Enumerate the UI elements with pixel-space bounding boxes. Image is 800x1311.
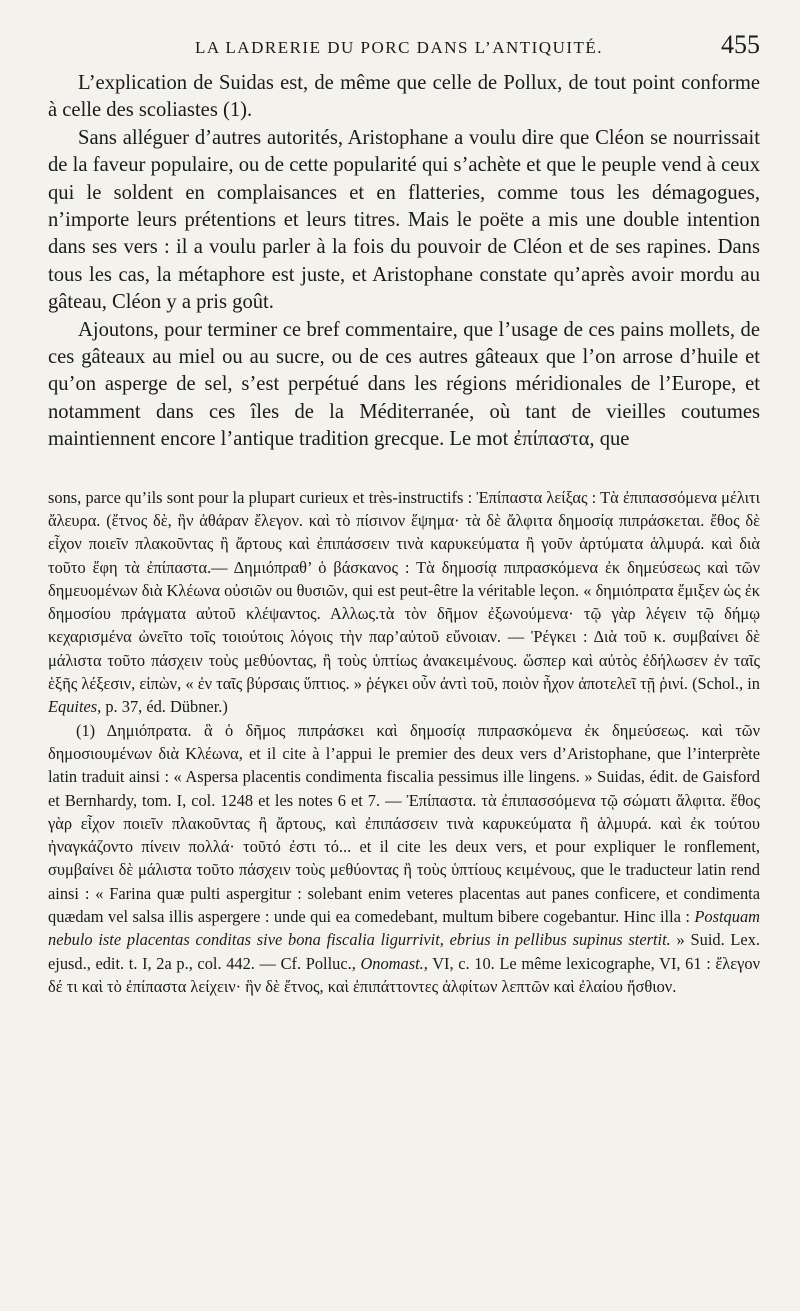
paragraph-1: L’explication de Suidas est, de même que celle de Pollux, de tout point conforme à celle des scoliastes (1). (48, 72, 760, 122)
footnote-1 (48, 719, 760, 999)
page-number: 455 (721, 30, 760, 59)
scholia-reference-title: Equites, (48, 697, 102, 717)
footnote-1-latin-quote: Postquam nebulo iste placentas conditas sive bona fiscalia ligurrivit, ebrius in pellibus supinus stertit. (48, 907, 760, 950)
paragraph-2: Sans alléguer d’autres autorités, Aristophane a voulu dire que Cléon se nourrissait de la faveur populaire, ou de cette popularité qui s’achète et que le peuple vend à ceux qui le soldent en complaisances et en flatteries, comme tous les démagogues, n’importe leurs prétentions et leurs titres. Mais le poëte a mis une double intention dans ses vers : il a voulu parler à la fois du pouvoir de Cléon et de ses rapines. Dans tous les cas, la métaphore est juste, et Aristophane constate qu’après avoir mordu au gâteau, Cléon y a pris goût. (48, 126, 760, 314)
footnote-continuation-text: sons, parce qu’ils sont pour la plupart curieux et très-instructifs : Ἐπίπαστα λείξας : Τὰ ἐπιπασσόμενα μέλιτι ἄλευρα. (ἔτνος δὲ, ἣν ἀθάραν ἔλεγον. καὶ τὸ πίσινον ἕψημα· τὰ δὲ ἄλφιτα δημοσίᾳ πιπράσκεται. ἔθος δὲ εἶχον ποιεῖν πλακοῦντας ἢ ἄρτους καὶ ἐπιπάσσειν τινὰ καρυκεύματα ἢ γοῦν ἀρτύματα ἁλμυρά. καὶ διὰ τοῦτο ἔφη τὰ ἐπίπαστα.— Δημιόπραθ’ ὁ βάσκανος : Τὰ δημοσίᾳ πιπρασκόμενα ἐκ δημεύσεως καὶ τῶν δημευομένων διὰ Κλέωνα οὐσιῶν ou θυσιῶν, qui est peut-être la véritable leçon. « δημιόπρατα ἔμιξεν ὡς ἐκ δημοσίου πράγματα αὐτοῦ κλέψαντος. Αλλως.τὰ τὸν δῆμον ἐξωνούμενα· τῷ γὰρ λέγειν τῷ δήμῳ κεχαρισμένα ὠνεῖτο τοῖς τοιούτοις λόγοις τὴν παρ’αὐτοῦ εὔνοιαν. — Ῥέγκει : Διὰ τοῦ κ. συμβαίνει δὲ μάλιστα τοῦτο πάσχειν τοὺς μεθύοντας, ἢ τοὺς ὑπτίως ἀνακειμένους. ὥσπερ καὶ αὐτὸς ἐδήλωσεν ἐν ταῖς ἑξῆς λέξεσιν, εἰπὼν, « ἐν ταῖς βύρσαις ὕπτιος. » ῥέγκει οὖν ἀντὶ τοῦ, ποιὸν ἦχον ἀποτελεῖ τῇ ῥινί. (48, 487, 760, 694)
footnote-1-text-a: (1) Δημιόπρατα. ἃ ὁ δῆμος πιπράσκει καὶ δημοσίᾳ πιπρασκόμενα ἐκ δημεύσεως. καὶ τῶν δημοσιουμένων διὰ Κλέωνα, et il cite à l’appui le premier des deux vers d’Aristophane, que l’interprète latin traduit ainsi : « Aspersa placentis condimenta fiscalia pessimus ille lingens. » Suidas, édit. de Gaisford et Bernhardy, tom. I, col. 1248 et les notes 6 et 7. — Ἐπίπαστα. τὰ ἐπιπασσόμενα τῷ σώματι ἄλφιτα. ἔθος γὰρ εἶχον ποιεῖν πλακοῦντας ἢ ἄρτους, καὶ ἐπιπάσσειν τινὰ καρυκεύματα ἢ ἁλμυρά. καὶ ἐκ τούτου ἠναγκάζοντο πίνειν πολλά· τοῦτό ἐστι τό... et il cite les deux vers, et pour expliquer le ronflement, συμβαίνει δὲ μάλιστα τοῦτο πάσχειν τοὺς μεθύοντας ἢ τοὺς ὑπτίους κειμένους, que le traducteur latin rend ainsi : « Farina quæ pulti aspergitur : solebant enim veteres placentas aut panes conficere, et condimenta quædam vel salsa illis aspergere : unde qui ea comedebant, multum bibere cogebantur. Hinc illa : (48, 720, 760, 927)
scholia-reference-pre: (Schol., in (692, 674, 760, 694)
footnote-continuation (48, 486, 760, 719)
footnote-1-onomast: Onomast., (360, 953, 428, 973)
page-header (48, 30, 760, 60)
running-title: LA LADRERIE DU PORC DANS L’ANTIQUITÉ. (194, 38, 604, 57)
footnote-1-text-b: » Suid. Lex. ejusd., edit. t. I, 2a p., col. 442. — Cf. Polluc., (48, 930, 761, 973)
footnotes (48, 486, 760, 999)
paragraph-3: Ajoutons, pour terminer ce bref commentaire, que l’usage de ces pains mollets, de ces gâteaux au miel ou au sucre, ou de ces autres gâteaux que l’on arrose d’huile et qu’on asperge de sel, s’est perpétué dans les régions méridionales de l’Europe, et notamment dans ces îles de la Méditerranée, où tant de vieilles coutumes maintiennent encore l’antique tradition grecque. Le mot ἐπίπαστα, que (48, 318, 760, 451)
footnote-1-text-c: VI, c. 10. Le même lexicographe, VI, 61 : ἔλεγον δέ τι καὶ τὸ ἐπίπαστα λείχειν· ἣν δὲ ἔτνος, καὶ ἐπιπάττοντες ἀλφίτων λεπτῶν καὶ ἐλαίου ἤσθιον. (48, 953, 760, 996)
scholia-reference-post: p. 37, éd. Dübner.) (101, 697, 228, 717)
main-text (48, 70, 760, 454)
